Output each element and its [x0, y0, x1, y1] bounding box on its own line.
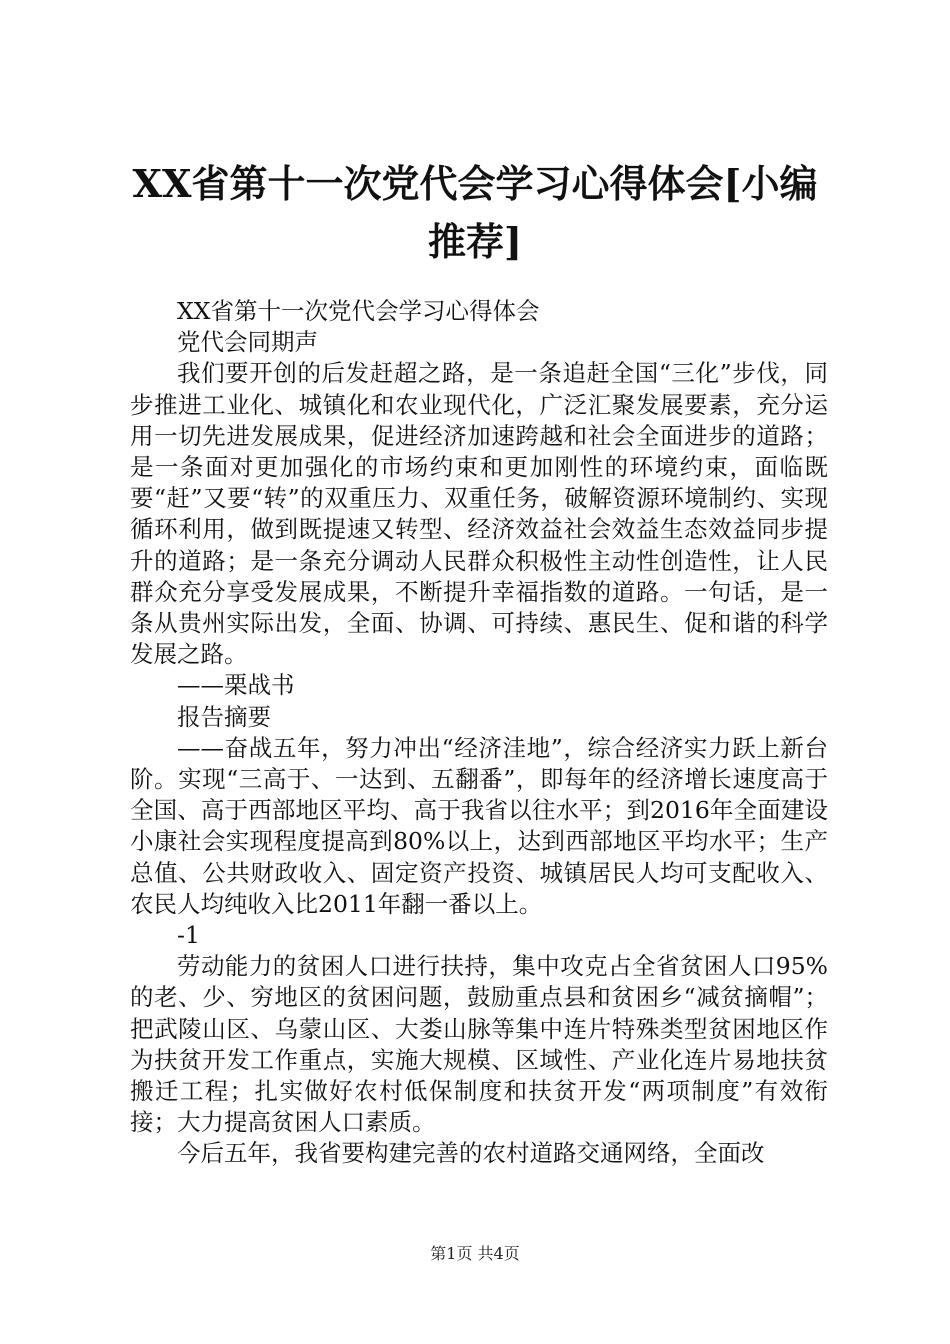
- page-footer: 第1页 共4页: [430, 1244, 520, 1263]
- quote-attribution: ——栗战书: [177, 671, 295, 700]
- quote-paragraph: 我们要开创的后发赶超之路，是一条追赶全国“三化”步伐，同步推进工业化、城镇化和农业现代化，广泛汇聚发展要素，充分运用一切先进发展成果，促进经济加速跨越和社会全面进步的道路；是一条面对更加强化的市场约束和更加刚性的环境约束，面临既要“赶”又要“转”的双重压力、双重任务，破解资源环境制约、实现循环利用，做到既提速又转型、经济效益社会效益生态效益同步提升的道路；是一条充分调动人民群众积极性主动性创造性，让人民群众充分享受发展成果，不断提升幸福指数的道路。一句话，是一条从贵州实际出发，全面、协调、可持续、惠民生、促和谐的科学发展之路。: [130, 359, 828, 669]
- section-heading: 党代会同期声: [177, 328, 318, 357]
- section-heading: 报告摘要: [177, 702, 271, 731]
- document-body: [130, 296, 828, 1170]
- summary-paragraph: ——奋战五年，努力冲出“经济洼地”，综合经济实力跃上新台阶。实现“三高于、一达到、五翻番”，即每年的经济增长速度高于全国、高于西部地区平均、高于我省以往水平；到2016年全面建设小康社会实现程度提高到80%以上，达到西部地区平均水平；生产总值、公共财政收入、固定资产投资、城镇居民人均可支配收入、农民人均纯收入比2011年翻一番以上。: [130, 733, 828, 918]
- document-title: XX省第十一次党代会学习心得体会[小编推荐]: [132, 161, 818, 264]
- subtitle-paragraph: XX省第十一次党代会学习心得体会: [177, 297, 540, 325]
- body-paragraph: 今后五年，我省要构建完善的农村道路交通网络，全面改: [177, 1139, 765, 1168]
- page-marker: -1: [177, 921, 200, 950]
- body-paragraph: 劳动能力的贫困人口进行扶持，集中攻克占全省贫困人口95%的老、少、穷地区的贫困问题，鼓励重点县和贫困乡“减贫摘帽”；把武陵山区、乌蒙山区、大娄山脉等集中连片特殊类型贫困地区作为扶贫开发工作重点，实施大规模、区域性、产业化连片易地扶贫搬迁工程；扎实做好农村低保制度和扶贫开发“两项制度”有效衔接；大力提高贫困人口素质。: [130, 952, 828, 1137]
